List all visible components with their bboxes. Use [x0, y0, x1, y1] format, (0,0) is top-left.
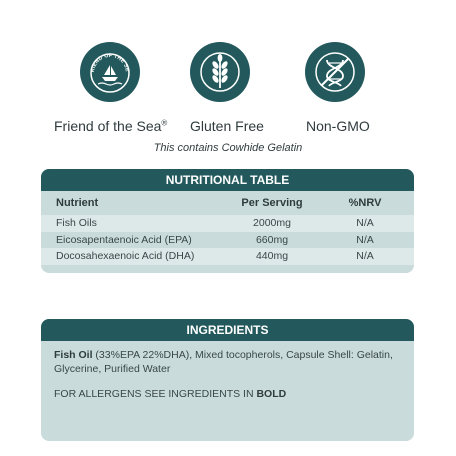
table-row [41, 232, 414, 249]
header-per-serving: Per Serving [241, 197, 303, 209]
svg-text:FRIEND OF THE SEA [80, 42, 130, 73]
per-serving-value: 660mg [255, 233, 289, 246]
certification-badges [0, 0, 456, 135]
header-nutrient: Nutrient [56, 197, 99, 209]
table-row [41, 215, 414, 232]
friend-of-the-sea-logo [80, 42, 140, 102]
gluten-free-badge [190, 42, 250, 102]
allergen-note: FOR ALLERGENS SEE INGREDIENTS IN BOLD [54, 388, 287, 400]
wheat-icon [190, 42, 250, 102]
ingredient-bold-lead: Fish Oil [54, 349, 93, 361]
dna-icon [305, 42, 365, 102]
nrv-value: N/A [356, 250, 374, 263]
header-nrv: %NRV [348, 197, 382, 209]
nutrient-name: Fish Oils [56, 217, 97, 230]
gluten-free-label: Gluten Free [190, 118, 264, 134]
nrv-value: N/A [356, 217, 374, 230]
ingredients-title: INGREDIENTS [41, 319, 414, 341]
table-row [41, 248, 414, 265]
non-gmo-badge [305, 42, 365, 102]
nutrient-name: Eicosapentaenoic Acid (EPA) [56, 233, 192, 246]
per-serving-value: 440mg [255, 250, 289, 263]
nutritional-table-title: NUTRITIONAL TABLE [41, 169, 414, 191]
ingredients-list: (33%EPA 22%DHA), Mixed tocopherols, Capsule Shell: Gelatin, Glycerine, Purified Water [54, 349, 393, 375]
gelatin-note: This contains Cowhide Gelatin [153, 142, 303, 154]
per-serving-value: 2000mg [253, 217, 291, 230]
nutrient-name: Docosahexaenoic Acid (DHA) [56, 250, 195, 263]
table-header-row [41, 191, 414, 215]
friend-of-the-sea-label: Friend of the Sea® [54, 118, 168, 134]
nrv-value: N/A [356, 233, 374, 246]
friend-of-the-sea-badge [80, 42, 140, 102]
ingredients-panel [41, 319, 414, 441]
nutritional-table [41, 169, 414, 273]
non-gmo-label: Non-GMO [306, 118, 370, 134]
ingredients-body [41, 341, 414, 402]
ingredients-text [54, 349, 401, 376]
fots-logo-text: RIEND OF THE SE [89, 52, 130, 73]
